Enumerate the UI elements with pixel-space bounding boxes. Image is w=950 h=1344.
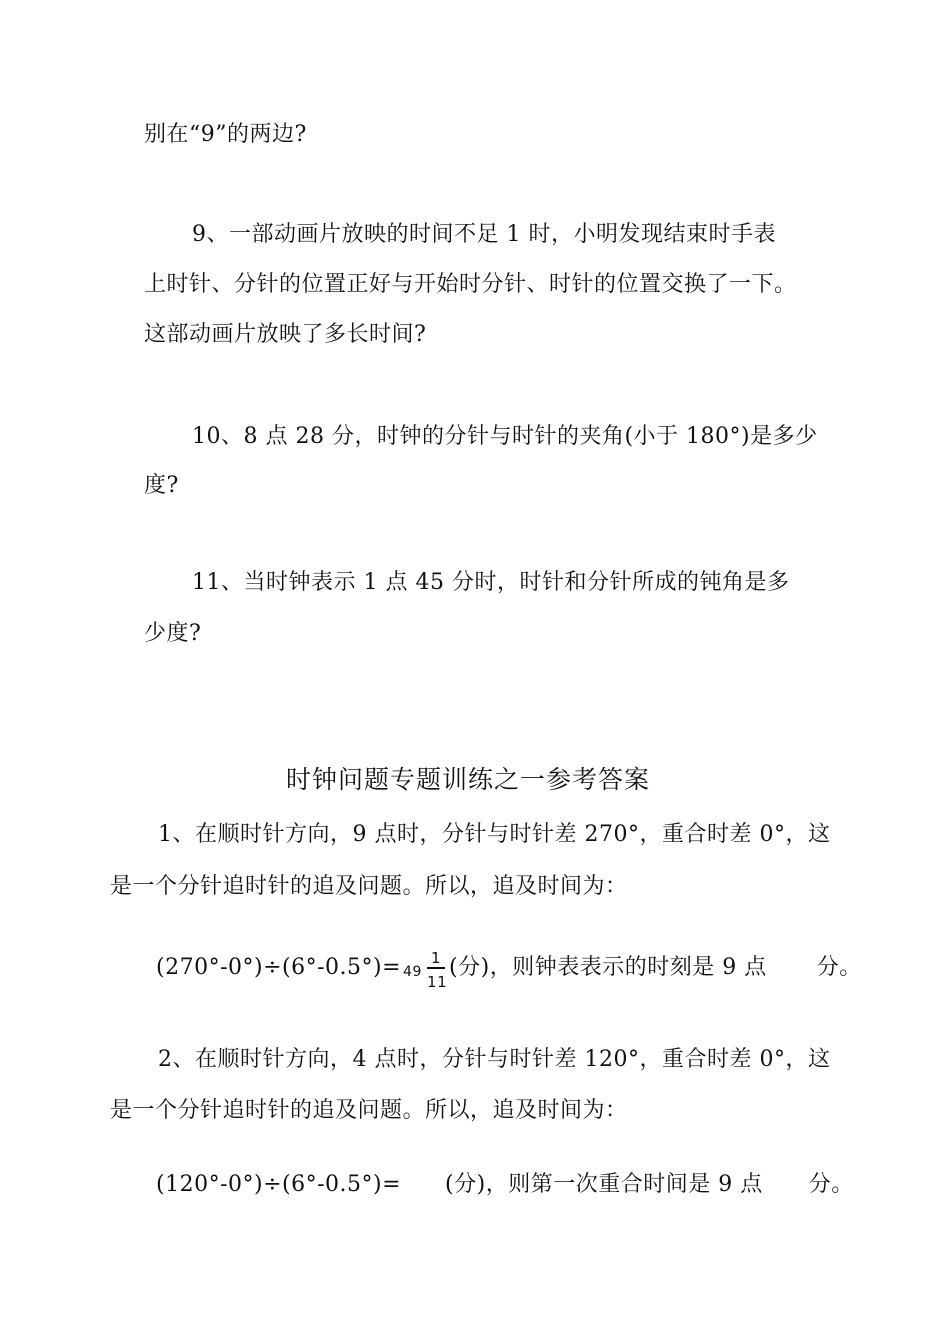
- answer-1-line-1: 1、在顺时针方向，9 点时，分针与时针差 270°，重合时差 0°，这: [158, 822, 831, 847]
- answer-2-formula-mid: (分)，则第一次重合时间是 9 点: [445, 1172, 763, 1197]
- answer-2-formula-left: (120°-0°)÷(6°-0.5°)=: [156, 1172, 402, 1197]
- answer-1-formula-mid: (分)，则钟表表示的时刻是 9 点: [449, 955, 767, 980]
- fraction-whole: 49: [403, 964, 422, 980]
- question-9-line-2: 上时针、分针的位置正好与开始时分针、时针的位置交换了一下。: [144, 272, 797, 297]
- question-9-line-3: 这部动画片放映了多长时间?: [144, 322, 427, 347]
- answer-2-line-1: 2、在顺时针方向，4 点时，分针与时针差 120°，重合时差 0°，这: [158, 1047, 831, 1072]
- mixed-fraction: [401, 946, 449, 990]
- question-10-line-2: 度?: [144, 473, 179, 498]
- answer-2-formula-end: 分。: [808, 1172, 854, 1197]
- answer-1-formula: [156, 946, 862, 990]
- fraction-denominator: 11: [427, 973, 448, 991]
- question-8-tail: 别在“9”的两边?: [144, 122, 307, 147]
- answer-1-formula-left: (270°-0°)÷(6°-0.5°)=: [156, 955, 402, 980]
- answers-title: 时钟问题专题训练之一参考答案: [286, 765, 651, 794]
- question-11-line-1: 11、当时钟表示 1 点 45 分时，时针和分针所成的钝角是多: [192, 570, 790, 595]
- answer-2-line-2: 是一个分针追时针的追及问题。所以，追及时间为：: [110, 1098, 628, 1123]
- question-10-line-1: 10、8 点 28 分，时钟的分针与时针的夹角(小于 180°)是多少: [192, 424, 818, 449]
- answer-1-formula-end: 分。: [816, 955, 862, 980]
- answer-2-formula: [156, 1171, 854, 1199]
- fraction-numerator: 1: [431, 949, 442, 967]
- answer-1-line-2: 是一个分针追时针的追及问题。所以，追及时间为：: [110, 874, 628, 899]
- question-11-line-2: 少度?: [144, 621, 202, 646]
- question-9-line-1: 9、一部动画片放映的时间不足 1 时，小明发现结束时手表: [192, 222, 776, 247]
